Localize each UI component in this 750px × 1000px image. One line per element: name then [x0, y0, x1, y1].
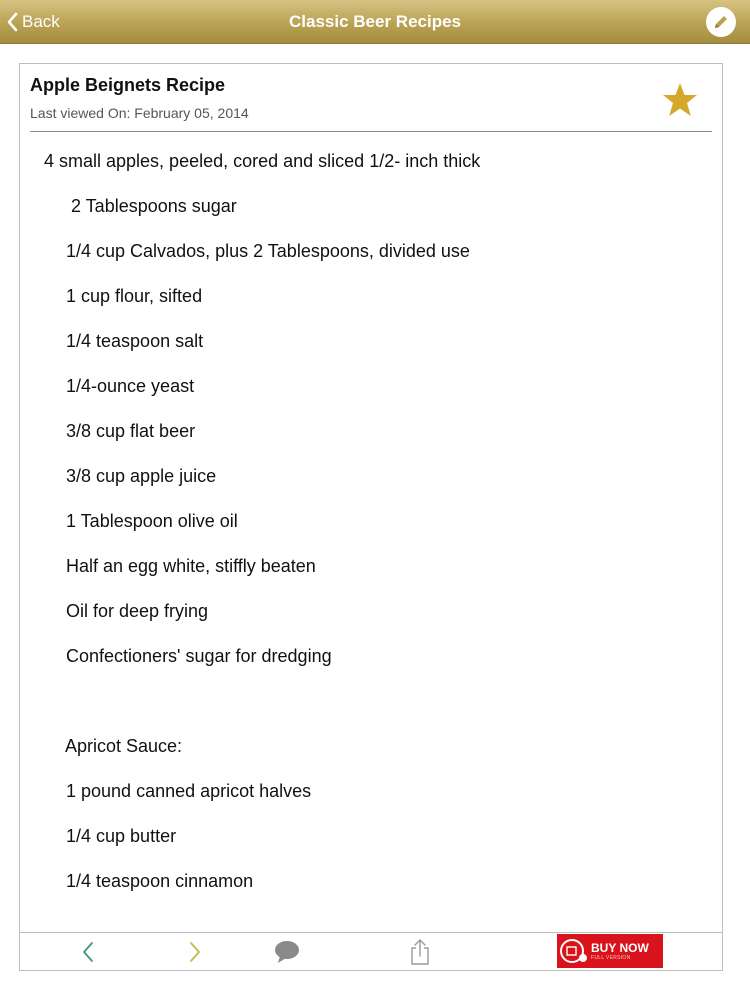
ingredient-item: 1/4 cup Calvados, plus 2 Tablespoons, divided use [66, 241, 470, 261]
chevron-left-icon [82, 941, 94, 963]
back-label: Back [22, 12, 60, 31]
previous-button[interactable] [76, 937, 100, 967]
ingredient-item: 3/8 cup apple juice [66, 466, 217, 486]
share-icon [409, 938, 431, 966]
header-divider [30, 131, 712, 132]
buy-now-label: BUY NOW [591, 940, 649, 955]
bottom-toolbar [20, 932, 722, 970]
favorite-star-icon[interactable] [662, 82, 698, 118]
ingredient-item: Confectioners' sugar for dredging [66, 646, 332, 666]
chevron-right-icon [189, 941, 201, 963]
ingredient-item: 1/4 cup butter [66, 826, 177, 846]
ingredient-item: 4 small apples, peeled, cored and sliced 1/2- inch thick [44, 151, 481, 171]
comment-button[interactable] [272, 937, 302, 967]
ingredient-item: 1/4 teaspoon salt [66, 331, 204, 351]
share-button[interactable] [407, 937, 433, 967]
next-button[interactable] [183, 937, 207, 967]
ingredient-item: Half an egg white, stiffly beaten [66, 556, 316, 576]
ingredient-item: Oil for deep frying [66, 601, 209, 621]
navigation-bar [0, 0, 750, 44]
section-heading: Apricot Sauce: [65, 736, 183, 756]
edit-button[interactable] [706, 7, 736, 37]
ingredient-item: 1 cup flour, sifted [66, 286, 203, 306]
speech-bubble-icon [274, 940, 300, 964]
buy-now-sublabel: FULL VERSION [591, 954, 631, 961]
pencil-icon [712, 13, 730, 31]
ingredient-item: 1 Tablespoon olive oil [66, 511, 238, 531]
ingredient-item: 3/8 cup flat beer [66, 421, 196, 441]
buy-now-button[interactable] [557, 934, 663, 968]
app-logo-icon [557, 934, 591, 968]
recipe-title: Apple Beignets Recipe [30, 75, 226, 95]
ingredient-item: 1 pound canned apricot halves [66, 781, 312, 801]
ingredient-item: 1/4 teaspoon cinnamon [66, 871, 254, 891]
recipe-card [19, 63, 723, 971]
last-viewed-date: Last viewed On: February 05, 2014 [30, 105, 249, 121]
ingredient-item: 2 Tablespoons sugar [71, 196, 237, 216]
ingredient-item: 1/4-ounce yeast [66, 376, 195, 396]
page-title: Classic Beer Recipes [289, 12, 461, 31]
